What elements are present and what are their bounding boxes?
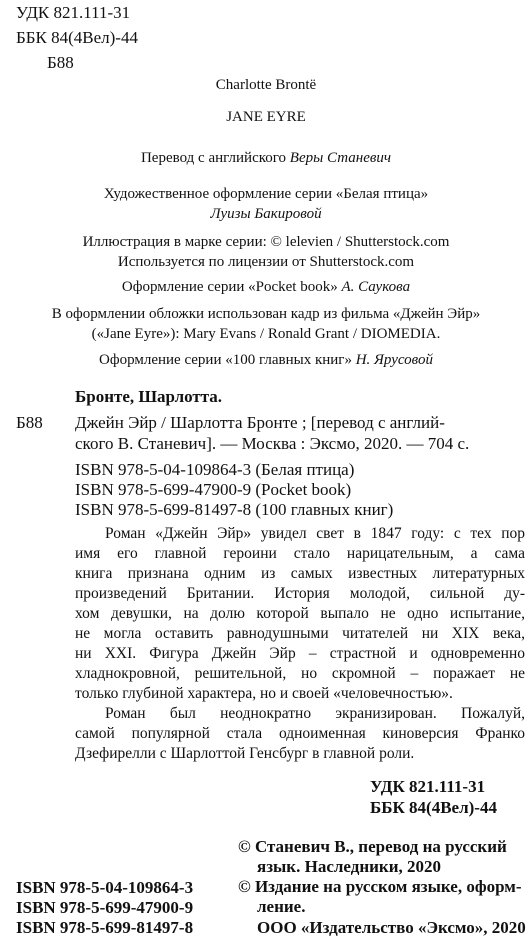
annotation-line: самой популярной стала одноименная киноверсия Франко (75, 725, 525, 742)
cover-credit-line2: («Jane Eyre»): Mary Evans / Ronald Grant / DIOMEDIA. (91, 326, 441, 342)
hundred-books-credit (0, 351, 532, 370)
original-title: JANE EYRE (226, 109, 306, 125)
annotation-line: хом девушки, на долю которой выпало не одно испытание, (75, 605, 525, 622)
pocket-book-label: Оформление серии «Pocket book» (121, 279, 338, 295)
annotation-line: произведений Британии. История молодой, сильной ду- (75, 585, 525, 602)
catalog-heading: Бронте, Шарлотта. (75, 387, 223, 406)
annotation-line: Роман «Джейн Эйр» увидел свет в 1847 году: с тех пор (105, 525, 525, 542)
catalog-isbn-3: ISBN 978-5-699-81497-8 (100 главных книг) (75, 500, 394, 519)
series-designer-name: Луизы Бакировой (210, 206, 322, 222)
bbk-code-bottom: ББК 84(4Вел)-44 (370, 798, 497, 817)
copyright-translation-line2: язык. Наследники, 2020 (257, 857, 442, 876)
footer-isbn-3: ISBN 978-5-699-81497-8 (16, 918, 194, 937)
footer-isbn-1: ISBN 978-5-04-109864-3 (16, 878, 194, 897)
catalog-description-line2: ского В. Станевич]. — Москва : Эксмо, 2020. — 704 с. (75, 434, 470, 453)
translator-name: Веры Станевич (289, 150, 392, 166)
catalog-cutter: Б88 (16, 413, 43, 432)
annotation-line: имя его главной героини стало нарицательным, а сама (75, 545, 525, 562)
translation-credit (0, 149, 532, 168)
illustration-credit: Иллюстрация в марке серии: © lelevien / Shutterstock.com (82, 234, 450, 250)
copyright-edition-line2: ление. (257, 897, 306, 916)
catalog-isbn-1: ISBN 978-5-04-109864-3 (Белая птица) (75, 460, 355, 479)
cutter-code-top: Б88 (47, 53, 74, 72)
pocket-book-designer: А. Саукова (341, 279, 411, 295)
license-note: Используется по лицензии от Shutterstock.com (117, 254, 415, 270)
annotation-line: не могла оставить равнодушными читателей ни XIX века, (75, 625, 525, 642)
catalog-description-line1: Джейн Эйр / Шарлотта Бронте ; [перевод с англий- (75, 413, 445, 432)
udk-code-bottom: УДК 821.111-31 (370, 777, 486, 796)
hundred-books-label: Оформление серии «100 главных книг» (99, 352, 352, 368)
udk-code-top: УДК 821.111-31 (16, 3, 131, 22)
pocket-book-credit (0, 278, 532, 297)
copyright-translation-line1: © Станевич В., перевод на русский (238, 837, 507, 856)
annotation-line: Роман был неоднократно экранизирован. Пожалуй, (105, 705, 525, 722)
translation-label: Перевод с английского (140, 150, 287, 166)
annotation-line: Дзефирелли с Шарлоттой Генсбург в главной роли. (75, 745, 415, 762)
bbk-code-top: ББК 84(4Вел)-44 (16, 28, 138, 47)
annotation-line: книга признана одним из самых известных литературных (75, 565, 525, 582)
hundred-books-designer: Н. Ярусовой (355, 352, 433, 368)
original-author: Charlotte Brontë (215, 77, 317, 93)
annotation-paragraph-2 (75, 704, 525, 764)
annotation (75, 524, 525, 764)
copyright-edition-line1: © Издание на русском языке, оформ- (238, 877, 522, 896)
cover-credit-line1: В оформлении обложки использован кадр из фильма «Джейн Эйр» (51, 306, 481, 322)
annotation-line: только глубиной характера, но и своей «человечностью». (75, 685, 453, 702)
series-design-label: Художественное оформление серии «Белая птица» (103, 186, 429, 202)
catalog-isbn-2: ISBN 978-5-699-47900-9 (Pocket book) (75, 480, 352, 499)
annotation-paragraph-1 (75, 524, 525, 704)
footer-isbn-2: ISBN 978-5-699-47900-9 (16, 898, 194, 917)
copyright-publisher: ООО «Издательство «Эксмо», 2020 (257, 918, 526, 937)
annotation-line: ни XXI. Фигура Джейн Эйр – страстной и одновременно (75, 645, 525, 662)
annotation-line: хладнокровной, решительной, но скромной – поражает не (75, 665, 525, 682)
